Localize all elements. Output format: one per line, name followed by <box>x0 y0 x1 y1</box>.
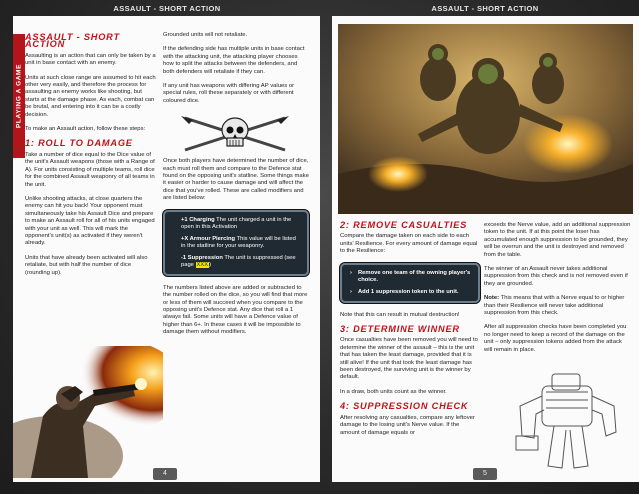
paragraph: The numbers listed above are added or subtracted to the number rolled on the dice, so you will find that more or less of them will succeed when you compare to the opposing unit's Defence stat. Any dice that roll a 1 always fail. Some units will have a Defence value of higher than 6+. In these cases it will be impossible to damage them without modifiers. <box>163 284 308 336</box>
box-item <box>350 270 472 284</box>
right-running-head: ASSAULT - SHORT ACTION <box>431 4 539 13</box>
soldier-artwork <box>13 346 163 478</box>
right-column-1 <box>340 220 480 444</box>
paragraph: If the defending side has multiple units in base contact with the attacking unit, the attacking player chooses how to split the attacks between the defenders, and both defenders will retaliate if they can. <box>163 46 305 75</box>
right-page <box>332 16 639 482</box>
battle-artwork <box>338 24 633 214</box>
step-title: 1: ROLL TO DAMAGE <box>25 138 133 149</box>
note-paragraph <box>484 295 631 317</box>
mech-artwork <box>502 366 637 478</box>
paragraph: exceeds the Nerve value, add an additional suppression token to the unit. If at this point the loser has accumulated enough suppression to be grounded, they will be overrun and the unit is destroyed and removed from the table. <box>484 222 631 258</box>
modifier-label: -1 Suppression <box>181 254 223 261</box>
left-column-2 <box>163 32 309 344</box>
right-page-number: 5 <box>473 468 497 480</box>
side-tab-label: PLAYING A GAME <box>15 63 23 129</box>
step-title: 2: REMOVE CASUALTIES <box>340 220 468 230</box>
left-page <box>13 16 320 482</box>
casualty-box <box>340 263 480 303</box>
arrow-icon: › <box>350 269 352 276</box>
modifier-item <box>173 217 301 231</box>
side-tab <box>13 34 25 158</box>
paragraph: To make an Assault action, follow these steps: <box>25 126 146 133</box>
paragraph: Grounded units will not retaliate. <box>163 32 248 38</box>
paragraph: The winner of an Assault never takes additional suppression from this check and is not removed even if they are grounded. <box>484 266 628 287</box>
paragraph: If any unit has weapons with differing AP values or special rules, roll these separately or with different coloured dice. <box>163 83 295 104</box>
paragraph: Take a number of dice equal to the Dice value of the unit's Assault weapons (those with a Range of A). For units consisting of multiple teams, roll dice for the combined Assault weaponry of all teams in the unit. <box>25 151 155 188</box>
step-title: 3: DETERMINE WINNER <box>340 324 460 335</box>
box-item <box>350 289 472 296</box>
right-column-2 <box>484 222 631 361</box>
paragraph: Once casualties have been removed you will need to determine the winner of the assault – this is the unit that has taken the least damage, provided that it is still alive! If the unit that took the least damage has been destroyed, the surviving unit is the winner by default. <box>340 337 478 381</box>
left-running-head: ASSAULT - SHORT ACTION <box>113 4 221 13</box>
modifier-item <box>173 236 301 250</box>
section-title: ASSAULT - SHORT ACTION <box>25 32 120 50</box>
paragraph: Compare the damage taken on each side to each units' Resilience. For every amount of damage equal to the Resilience: <box>340 233 478 255</box>
paragraph: Units that have already been activated will also retaliate, but with half the number of dice (rounding up). <box>25 254 148 276</box>
modifier-text: The unit charged a unit in the open in this Activation <box>181 216 292 230</box>
step-title: 4: SUPPRESSION CHECK <box>340 401 469 412</box>
arrow-icon: › <box>350 288 352 295</box>
modifier-label: +X Armour Piercing <box>181 235 236 242</box>
modifier-label: +1 Charging <box>181 216 215 223</box>
paragraph: Note that this can result in mutual destruction! <box>340 311 460 318</box>
skull-emblem <box>163 110 309 156</box>
box-item-text: Add 1 suppression token to the unit. <box>358 288 459 295</box>
left-column-1 <box>25 32 156 284</box>
note-text: This means that with a Nerve equal to or higher than their Resilience will never take additional suppression from this check. <box>484 295 625 317</box>
modifier-item <box>173 255 301 269</box>
paragraph: After all suppression checks have been completed you no longer need to keep a record of the damage on the unit – only suppression tokens added from the attack will remain in place. <box>484 324 627 353</box>
paragraph: Units at such close range are assumed to hit each other very easily, and therefore the process for assaulting an enemy works like shooting, but starts at the damage phase. As each, combat can be brutal, and entering into it can be a costly decision. <box>25 74 156 118</box>
modifier-text-end: ) <box>209 261 212 268</box>
paragraph: Assaulting is an action that can only be taken by a unit in base contact with an enemy. <box>25 52 156 67</box>
left-page-number: 4 <box>153 468 177 480</box>
paragraph: In a draw, both units count as the winner. <box>340 388 447 395</box>
modifier-text: This value will be listed in the statline for your weaponry. <box>181 235 296 249</box>
paragraph: After resolving any casualties, compare any leftover damage to the losing unit's Nerve value. If the amount of damage equals or <box>340 414 475 436</box>
page-reference: XXX <box>196 261 209 268</box>
paragraph: Unlike shooting attacks, at close quarters the enemy can hit you back! Your opponent must simultaneously take his Assault Dice and prepare to make an Assault roll for all of his units engaged with your unit as well. This will mark the opponent's unit(s) as activated if they weren't already. <box>25 195 155 247</box>
note-label: Note: <box>484 295 500 302</box>
paragraph: Once both players have determined the number of dice, each must roll them and compare to the Defence stat found on the opposing unit's statline. Some things make it easier or harder to cause damage and will affect the dice that you've rolled. These are called modifiers and are listed below: <box>163 158 309 202</box>
modifiers-box <box>163 210 309 276</box>
modifier-text: The unit is suppressed (see page <box>181 254 296 268</box>
box-item-text: Remove one team of the owning player's choice. <box>358 269 471 283</box>
